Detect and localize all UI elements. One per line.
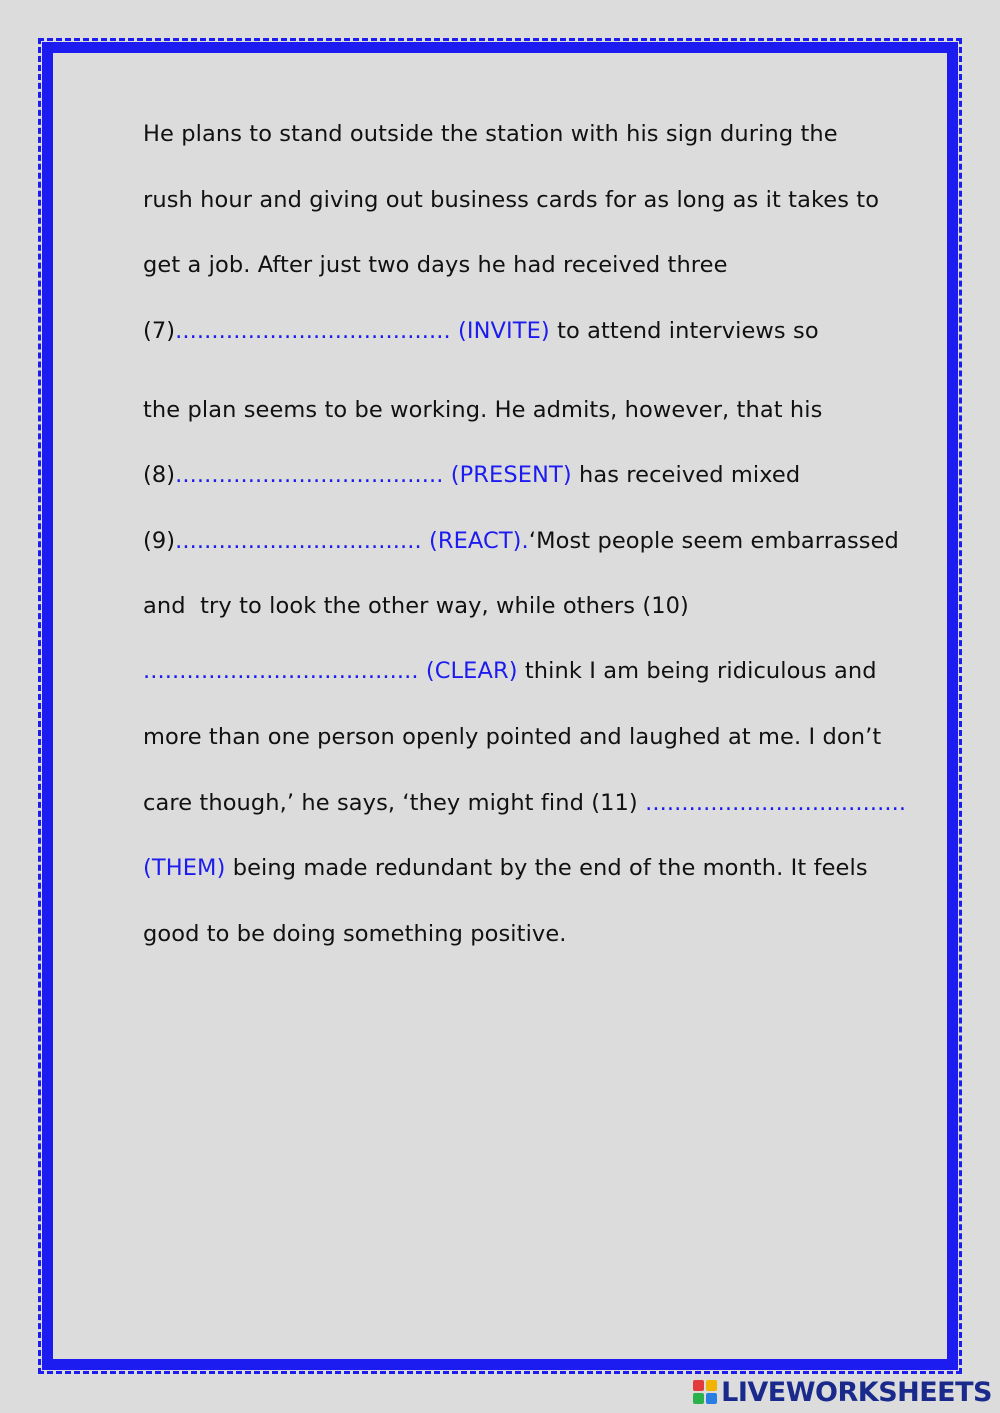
answer-blank-7[interactable]: ...................................... (INVITE) [175, 318, 550, 344]
text-line: and try to look the other way, while others (10) [143, 593, 689, 619]
text-line: He plans to stand outside the station with his sign during the [143, 121, 838, 147]
answer-blank-10[interactable]: ...................................... (CLEAR) [143, 658, 518, 684]
text-line: rush hour and giving out business cards for as long as it takes to [143, 187, 880, 213]
logo-text: LIVEWORKSHEETS [721, 1376, 992, 1408]
gap-line-10: ...................................... (CLEAR) think I am being ridiculous and [143, 658, 877, 684]
answer-blank-8[interactable]: ..................................... (PRESENT) [175, 462, 572, 488]
answer-blank-9[interactable]: .................................. (REACT). [175, 528, 529, 554]
text-line: (THEM) being made redundant by the end of the month. It feels [143, 855, 868, 881]
text-line: more than one person openly pointed and laughed at me. I don’t [143, 724, 882, 750]
answer-hint-11: (THEM) [143, 855, 226, 881]
liveworksheets-logo-icon [693, 1380, 717, 1404]
text-line: good to be doing something positive. [143, 921, 567, 947]
liveworksheets-logo[interactable] [693, 1377, 992, 1407]
gap-line-11: care though,’ he says, ‘they might find (11) .................................... [143, 790, 907, 816]
answer-blank-11[interactable]: .................................... [645, 790, 907, 816]
text-line: the plan seems to be working. He admits, however, that his [143, 397, 823, 423]
gap-line-9: (9).................................. (REACT).‘Most people seem embarrassed [143, 528, 899, 554]
worksheet-frame [42, 42, 958, 1370]
text-line: get a job. After just two days he had received three [143, 252, 728, 278]
gap-line-8: (8)..................................... (PRESENT) has received mixed [143, 462, 801, 488]
gap-line-7: (7)...................................... (INVITE) to attend interviews so [143, 318, 819, 344]
